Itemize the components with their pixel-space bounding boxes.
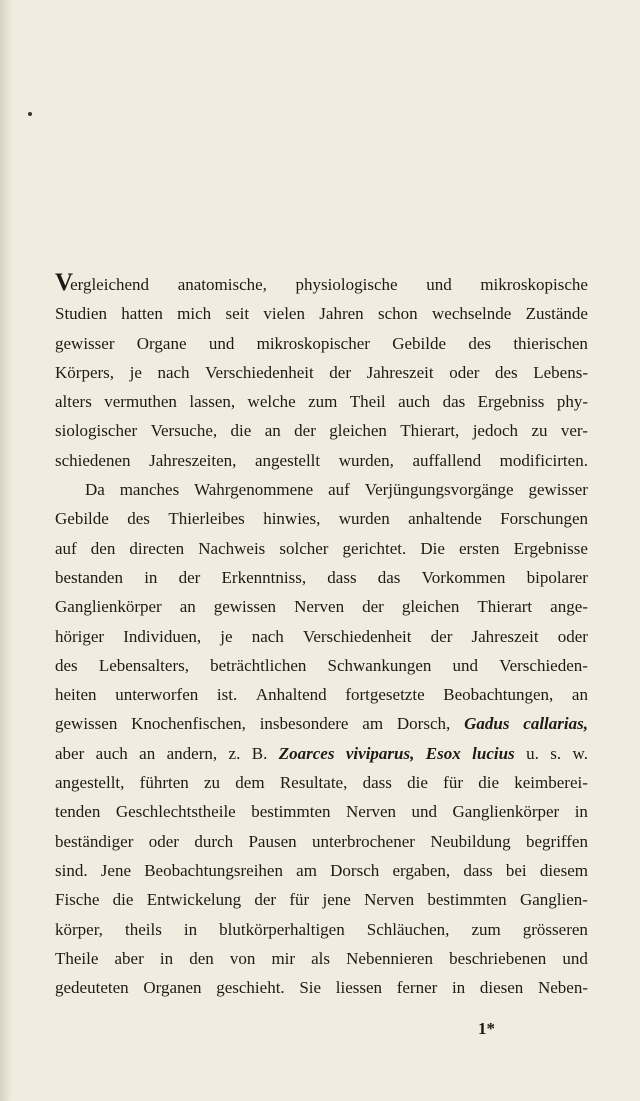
word: auch [398, 392, 431, 412]
word: hinwies, [263, 509, 321, 529]
word: Erkenntniss, [221, 567, 307, 587]
text-line [55, 944, 588, 973]
word: Ganglienkörper [452, 802, 560, 822]
word: Thierart, [400, 421, 460, 441]
word: u. [526, 743, 539, 763]
text-line [55, 622, 588, 651]
word: Ganglienkörper [55, 597, 162, 617]
signature-mark: 1* [478, 1019, 495, 1038]
text-line [55, 329, 588, 358]
text-line [55, 416, 588, 445]
word: bestanden [55, 567, 123, 587]
word: jene [322, 890, 351, 910]
word: Vorkommen [421, 567, 506, 587]
word: der [430, 626, 453, 646]
word: welche [247, 392, 296, 412]
word: zu [531, 421, 548, 441]
word: und [411, 802, 438, 822]
word: dass [327, 567, 357, 587]
word: für [289, 890, 310, 910]
text-line [55, 358, 588, 387]
word: angestellt [254, 450, 321, 470]
word: je [220, 626, 233, 646]
word: mich [177, 304, 212, 324]
word: Verschiedenheit [302, 626, 412, 646]
word: modificirten. [499, 450, 588, 470]
word: anhaltende [408, 509, 482, 529]
italic-term: viviparus, [345, 743, 415, 763]
word: Nerven [364, 890, 415, 910]
text-line [55, 475, 588, 504]
word: bestimmten [251, 802, 331, 822]
word: bestimmten [427, 890, 507, 910]
word: Jahreszeit [366, 362, 434, 382]
word: Organen [143, 978, 202, 998]
word: in [144, 567, 158, 587]
word: gewissen [213, 597, 277, 617]
word: schon [378, 304, 418, 324]
word: oder [557, 626, 588, 646]
word: grösseren [522, 919, 588, 939]
word: Gebilde [392, 333, 447, 353]
word: B. [251, 743, 268, 763]
word: das [377, 567, 401, 587]
word: andern, [166, 743, 218, 763]
italic-term: Esox [425, 743, 461, 763]
word: s. [550, 743, 562, 763]
word: gedeuteten [55, 978, 129, 998]
word: aber [55, 743, 85, 763]
word: alters [55, 392, 92, 412]
word: bei [505, 860, 527, 880]
word: Dorsch [330, 860, 380, 880]
word: tenden [55, 802, 101, 822]
text-line [55, 534, 588, 563]
word: unterworfen [115, 685, 199, 705]
word: heiten [55, 685, 97, 705]
word: gerichtet. [342, 538, 407, 558]
word: sind. [55, 860, 88, 880]
word: mikroskopische [480, 275, 588, 294]
italic-term: lucius [472, 743, 515, 763]
word: dass [362, 773, 392, 793]
word: angestellt, [55, 773, 125, 793]
word: Jahreszeiten, [149, 450, 237, 470]
word: die [230, 421, 252, 441]
text-line [55, 387, 588, 416]
word: Ergebnisse [513, 538, 588, 558]
word: der [178, 567, 201, 587]
word: Nerven [294, 597, 345, 617]
word: Sie [299, 978, 322, 998]
word: Verjüngungsvorgänge [364, 480, 514, 500]
word: begriffen [525, 831, 588, 851]
word: als [311, 948, 331, 968]
word: Lebens- [533, 362, 588, 382]
word: wurden [338, 509, 390, 529]
word: die [478, 773, 500, 793]
word: beträchtlichen [210, 655, 307, 675]
word: in [451, 978, 466, 998]
word: nach [157, 362, 190, 382]
word: Theil [349, 392, 386, 412]
word: blutkörperhaltigen [219, 919, 345, 939]
word: der [329, 362, 351, 382]
word: beschriebenen [449, 948, 547, 968]
word: körper, [55, 919, 103, 939]
word: die [112, 890, 134, 910]
word: geschieht. [216, 978, 285, 998]
word: Lebensalters, [98, 655, 189, 675]
word: wurden, [338, 450, 394, 470]
word: auch [95, 743, 128, 763]
word: ist. [216, 685, 238, 705]
word: oder [148, 831, 179, 851]
word: keimberei- [514, 773, 588, 793]
text-line [55, 592, 588, 621]
word: Organe [136, 333, 187, 353]
word: höriger [55, 626, 105, 646]
word: Neben- [537, 978, 588, 998]
word: Thierart [477, 597, 533, 617]
word: dem [235, 773, 265, 793]
word: Verschieden- [499, 655, 588, 675]
word: manches [119, 480, 180, 500]
word: auf [55, 538, 77, 558]
word: dass [463, 860, 493, 880]
text-line [55, 563, 588, 592]
word: Nerven [346, 802, 397, 822]
text-line [55, 680, 588, 709]
text-line [55, 739, 588, 768]
word: Fische [55, 890, 100, 910]
word: zum [471, 919, 501, 939]
word: und [426, 275, 452, 294]
word: Beobachtungen, [443, 685, 554, 705]
word: hatten [121, 304, 163, 324]
word: zum [308, 392, 338, 412]
word: Neubildung [430, 831, 511, 851]
word: durch [194, 831, 234, 851]
word: auf [328, 480, 350, 500]
word: in [574, 802, 588, 822]
word: Zustände [525, 304, 588, 324]
word: vermuthen [104, 392, 177, 412]
word: directen [129, 538, 185, 558]
word: ver- [560, 421, 588, 441]
text-line [55, 827, 588, 856]
word: Die [420, 538, 445, 558]
italic-term: callarias, [523, 714, 588, 734]
word: der [254, 890, 277, 910]
word: w. [572, 743, 588, 763]
text-line [55, 768, 588, 797]
word: an [139, 743, 156, 763]
word: von [229, 948, 256, 968]
word: Pausen [248, 831, 297, 851]
word: zu [204, 773, 221, 793]
word: vielen [263, 304, 305, 324]
word: der [362, 597, 384, 617]
word: und [452, 655, 479, 675]
word: Geschlechtstheile [115, 802, 236, 822]
drop-cap: V [55, 269, 74, 296]
first-word [55, 270, 149, 299]
word: gewisser [528, 480, 588, 500]
word: Ganglien- [519, 890, 588, 910]
word: lassen, [189, 392, 236, 412]
word: Jahreszeit [471, 626, 539, 646]
word: am [362, 714, 384, 734]
word: des [468, 333, 492, 353]
word: diesen [479, 978, 524, 998]
text-line [55, 709, 588, 738]
word: je [129, 362, 142, 382]
word: ersten [458, 538, 500, 558]
word: theils [124, 919, 162, 939]
word: Wahrgenommene [194, 480, 314, 500]
word: an [571, 685, 588, 705]
text-line [55, 651, 588, 680]
word: ergaben, [392, 860, 451, 880]
word: gewisser [55, 333, 115, 353]
word: Jene [100, 860, 131, 880]
word: an [264, 421, 281, 441]
word: anatomische, [177, 275, 267, 294]
word: und [562, 948, 588, 968]
word: liessen [335, 978, 383, 998]
body-text [55, 270, 588, 1002]
word: oder [449, 362, 480, 382]
word: aber [114, 948, 144, 968]
word: Verschiedenheit [205, 362, 314, 382]
word: Knochenfischen, [131, 714, 246, 734]
word: Forschungen [500, 509, 588, 529]
word: Schläuchen, [366, 919, 450, 939]
word: Da [85, 480, 105, 500]
word: in [183, 919, 198, 939]
word: des [55, 655, 78, 675]
word: Individuen, [123, 626, 202, 646]
word: in [159, 948, 174, 968]
word: Anhaltend [255, 685, 327, 705]
word: den [90, 538, 116, 558]
word: insbesondere [259, 714, 349, 734]
word: bipolarer [526, 567, 588, 587]
word: seit [225, 304, 250, 324]
word: ergleichend [70, 275, 150, 294]
page-edge-shadow [0, 0, 12, 1101]
word: Gebilde [55, 509, 109, 529]
word: führten [139, 773, 189, 793]
word: Versuche, [150, 421, 218, 441]
word: z. [228, 743, 241, 763]
word: den [189, 948, 214, 968]
word: thierischen [513, 333, 588, 353]
italic-term: Gadus [464, 714, 510, 734]
text-line [55, 504, 588, 533]
word: die [407, 773, 428, 793]
word: siologischer [55, 421, 138, 441]
word: Dorsch, [396, 714, 451, 734]
word: mikroskopischer [256, 333, 370, 353]
word: mir [271, 948, 296, 968]
word: an [179, 597, 196, 617]
word: gleichen [401, 597, 460, 617]
word: Nachweis [198, 538, 266, 558]
word: auffallend [412, 450, 482, 470]
word: phy- [556, 392, 588, 412]
word: nach [251, 626, 284, 646]
word: Thierleibes [168, 509, 245, 529]
word: Resultate, [279, 773, 348, 793]
text-line [55, 299, 588, 328]
word: wechselnde [432, 304, 512, 324]
ink-speck [28, 112, 32, 116]
word: fortgesetzte [345, 685, 425, 705]
text-line [55, 885, 588, 914]
word: gewissen [55, 714, 118, 734]
word: Studien [55, 304, 107, 324]
word: beständiger [55, 831, 134, 851]
word: physiologische [295, 275, 398, 294]
word: Schwankungen [327, 655, 432, 675]
word: diesem [539, 860, 588, 880]
word: gleichen [329, 421, 387, 441]
word: Entwickelung [146, 890, 242, 910]
word: unterbrochener [312, 831, 415, 851]
word: Beobachtungsreihen [144, 860, 283, 880]
word: jedoch [472, 421, 519, 441]
word: des [127, 509, 150, 529]
word: das [442, 392, 466, 412]
word: der [294, 421, 316, 441]
word: Jahren [319, 304, 364, 324]
text-line [55, 973, 588, 1002]
text-line [55, 915, 588, 944]
word: am [296, 860, 317, 880]
text-line [55, 446, 588, 475]
word: solcher [279, 538, 329, 558]
word: Theile [55, 948, 99, 968]
word: Körpers, [55, 362, 115, 382]
word: ferner [396, 978, 438, 998]
text-line [55, 856, 588, 885]
word: ange- [550, 597, 588, 617]
word: für [443, 773, 463, 793]
text-line [55, 797, 588, 826]
word: Nebennieren [346, 948, 433, 968]
text-line [55, 270, 588, 299]
word: und [208, 333, 235, 353]
italic-term: Zoarces [278, 743, 335, 763]
word: Ergebniss [477, 392, 545, 412]
word: schiedenen [55, 450, 131, 470]
word: des [494, 362, 518, 382]
